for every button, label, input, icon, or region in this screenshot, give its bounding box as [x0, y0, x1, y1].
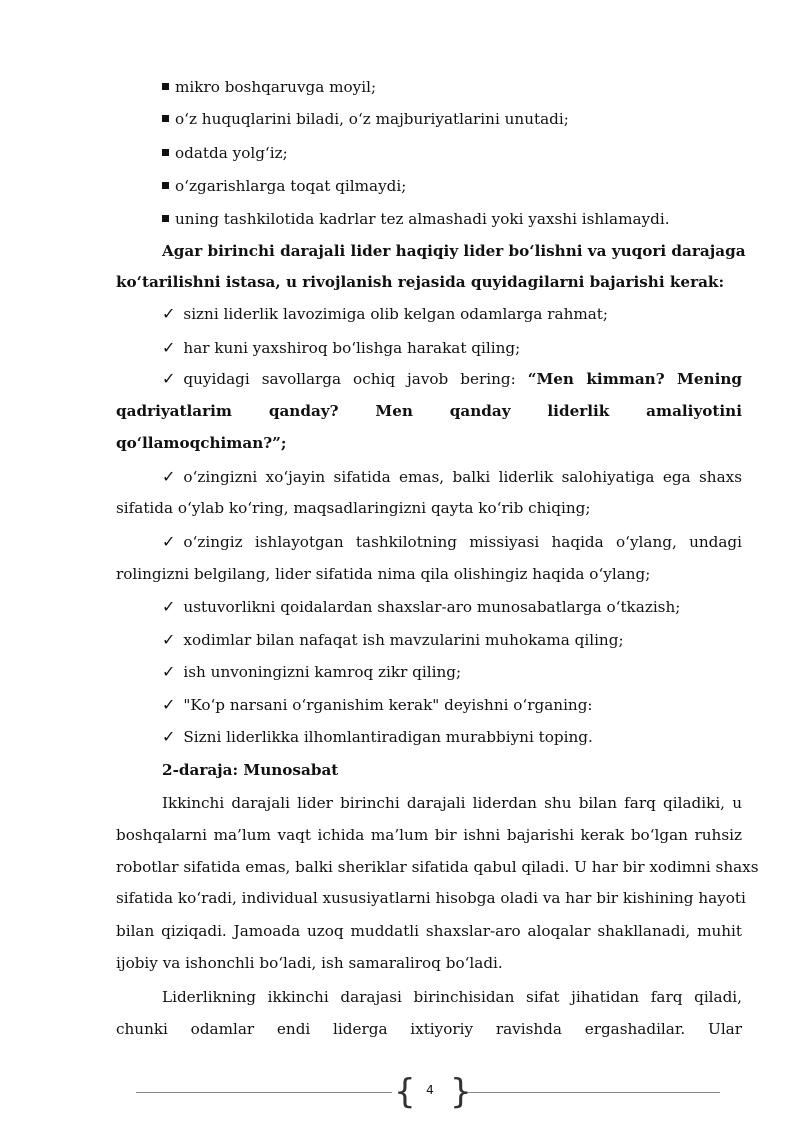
footer-left-brace: { — [394, 1072, 416, 1112]
checkmark-icon: ✓ — [162, 532, 176, 551]
checkmark-icon: ✓ — [162, 662, 176, 681]
footer-rule-right — [462, 1092, 720, 1093]
checkmark-icon: ✓ — [162, 304, 176, 323]
check-item-continuation: qadriyatlarim qanday? Men qanday liderlik amaliyotini — [116, 402, 742, 420]
square-bullet-icon — [162, 115, 169, 122]
page-number: 4 — [426, 1083, 434, 1097]
check-item: ✓ "Ko‘p narsani o‘rganishim kerak" deyishni o‘rganing: — [162, 695, 593, 714]
section-heading: 2-daraja: Munosabat — [162, 761, 339, 779]
footer-rule-left — [136, 1092, 392, 1093]
check-item: ✓ ustuvorlikni qoidalardan shaxslar-aro munosabatlarga o‘tkazish; — [162, 597, 681, 616]
paragraph-line: Ikkinchi darajali lider birinchi darajali liderdan shu bilan farq qiladiki, u — [162, 794, 742, 812]
checkmark-icon: ✓ — [162, 338, 176, 357]
paragraph-line: boshqalarni ma’lum vaqt ichida ma’lum bir ishni bajarishi kerak bo‘lgan ruhsiz — [116, 826, 742, 844]
check-item: ✓ ish unvoningizni kamroq zikr qiling; — [162, 662, 462, 681]
square-bullet-icon — [162, 83, 169, 90]
check-item: ✓ Sizni liderlikka ilhomlantiradigan murabbiyni toping. — [162, 727, 593, 746]
check-item: ✓ har kuni yaxshiroq bo‘lishga harakat qiling; — [162, 338, 521, 357]
check-item-continuation: sifatida o‘ylab ko‘ring, maqsadlaringizni qayta ko‘rib chiqing; — [116, 499, 591, 517]
bullet-item: odatda yolg‘iz; — [162, 143, 742, 163]
bold-paragraph-line: Agar birinchi darajali lider haqiqiy lider bo‘lishni va yuqori darajaga — [162, 242, 746, 260]
footer-right-brace: } — [450, 1072, 472, 1112]
paragraph-line: Liderlikning ikkinchi darajasi birinchisidan sifat jihatidan farq qiladi, — [162, 988, 742, 1006]
check-item: ✓ quyidagi savollarga ochiq javob bering: “Men kimman? Mening — [162, 369, 743, 388]
paragraph-line: sifatida ko‘radi, individual xususiyatlarni hisobga oladi va har bir kishining hayoti — [116, 889, 746, 907]
square-bullet-icon — [162, 215, 169, 222]
check-item: ✓ o‘zingizni xo‘jayin sifatida emas, balki liderlik salohiyatiga ega shaxs — [162, 467, 742, 486]
checkmark-icon: ✓ — [162, 630, 176, 649]
checkmark-icon: ✓ — [162, 597, 176, 616]
check-item: ✓ sizni liderlik lavozimiga olib kelgan odamlarga rahmat; — [162, 304, 609, 323]
check-item: ✓ o‘zingiz ishlayotgan tashkilotning missiyasi haqida o‘ylang, undagi — [162, 532, 742, 551]
bullet-item: o‘z huquqlarini biladi, o‘z majburiyatlarini unutadi; — [162, 109, 742, 129]
check-item: ✓ xodimlar bilan nafaqat ish mavzularini muhokama qiling; — [162, 630, 624, 649]
bullet-item: o‘zgarishlarga toqat qilmaydi; — [162, 176, 742, 196]
checkmark-icon: ✓ — [162, 695, 176, 714]
bullet-item: uning tashkilotida kadrlar tez almashadi yoki yaxshi ishlamaydi. — [162, 209, 742, 229]
paragraph-line: ijobiy va ishonchli bo‘ladi, ish samaraliroq bo‘ladi. — [116, 954, 503, 972]
paragraph-line: robotlar sifatida emas, balki sheriklar sifatida qabul qiladi. U har bir xodimni shaxs — [116, 858, 759, 876]
paragraph-line: chunki odamlar endi liderga ixtiyoriy ravishda ergashadilar. Ular — [116, 1020, 742, 1038]
checkmark-icon: ✓ — [162, 467, 176, 486]
square-bullet-icon — [162, 182, 169, 189]
bullet-item: mikro boshqaruvga moyil; — [162, 77, 742, 97]
check-item-continuation: qo‘llamoqchiman?”; — [116, 434, 287, 452]
checkmark-icon: ✓ — [162, 369, 176, 388]
paragraph-line: bilan qiziqadi. Jamoada uzoq muddatli shaxslar-aro aloqalar shakllanadi, muhit — [116, 922, 742, 940]
checkmark-icon: ✓ — [162, 727, 176, 746]
bold-paragraph-line: ko‘tarilishni istasa, u rivojlanish rejasida quyidagilarni bajarishi kerak: — [116, 273, 725, 291]
square-bullet-icon — [162, 149, 169, 156]
check-item-continuation: rolingizni belgilang, lider sifatida nima qila olishingiz haqida o‘ylang; — [116, 565, 651, 583]
